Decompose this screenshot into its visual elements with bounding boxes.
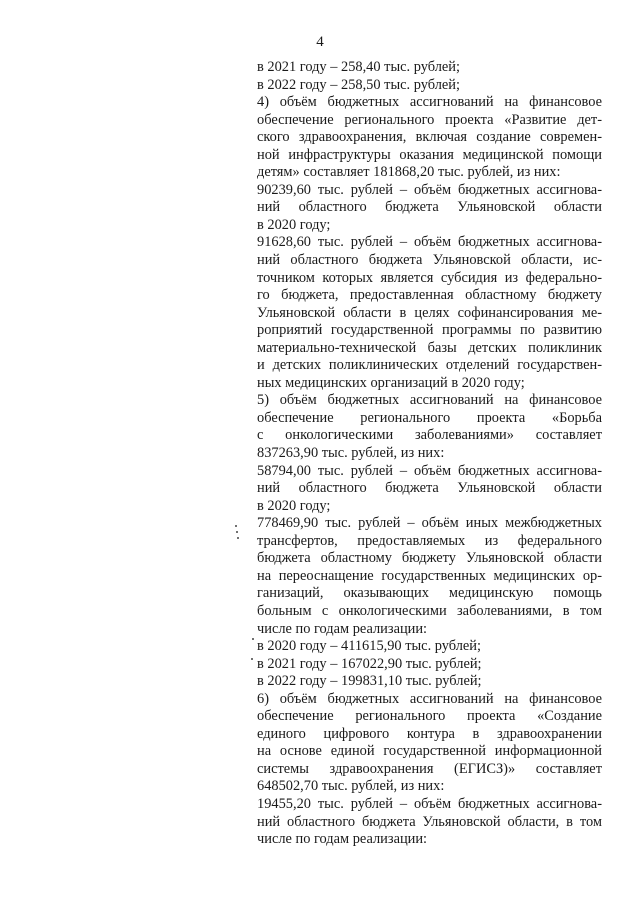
text-line: го бюджета, предоставленная областному бюджету bbox=[257, 287, 602, 304]
text-line: ского здравоохранения, включая создание современ- bbox=[257, 129, 602, 146]
text-line: ний областного бюджета Ульяновской области, ис- bbox=[257, 252, 602, 269]
text-line: 5) объём бюджетных ассигнований на финансовое bbox=[257, 392, 602, 409]
text-line: материально-технической базы детских поликлиник bbox=[257, 339, 602, 356]
text-line: системы здравоохранения (ЕГИСЗ)» составляет bbox=[257, 760, 602, 777]
text-line: ний областного бюджета Ульяновской области bbox=[257, 199, 602, 216]
text-line: на переоснащение государственных медицинских ор- bbox=[257, 567, 602, 584]
text-line: в 2020 году; bbox=[257, 216, 331, 233]
text-line: в 2021 году – 167022,90 тыс. рублей; bbox=[257, 655, 482, 672]
text-line: 91628,60 тыс. рублей – объём бюджетных ассигнова- bbox=[257, 234, 602, 251]
text-line: ганизаций, оказывающих медицинскую помощь bbox=[257, 585, 602, 602]
text-line: 837263,90 тыс. рублей, из них: bbox=[257, 445, 445, 462]
text-line: обеспечение регионального проекта «Борьба bbox=[257, 409, 602, 426]
text-line: 648502,70 тыс. рублей, из них: bbox=[257, 778, 445, 795]
text-line: больным с онкологическими заболеваниями, в том bbox=[257, 602, 602, 619]
text-line: в 2020 году; bbox=[257, 497, 331, 514]
text-line: бюджета областному бюджету Ульяновской области bbox=[257, 550, 602, 567]
document-body bbox=[257, 59, 602, 849]
text-line: единого цифрового контура в здравоохранении bbox=[257, 725, 602, 742]
text-line: 6) объём бюджетных ассигнований на финансовое bbox=[257, 690, 602, 707]
text-line: обеспечение регионального проекта «Развитие дет- bbox=[257, 111, 602, 128]
text-line: детям» составляет 181868,20 тыс. рублей, из них: bbox=[257, 164, 561, 181]
text-line: трансфертов, предоставляемых из федерального bbox=[257, 532, 602, 549]
text-line: ных медицинских организаций в 2020 году; bbox=[257, 374, 525, 391]
text-line: 778469,90 тыс. рублей – объём иных межбюджетных bbox=[257, 515, 602, 532]
text-line: и детских поликлинических отделений государствен- bbox=[257, 357, 602, 374]
text-line: обеспечение регионального проекта «Создание bbox=[257, 708, 602, 725]
text-line: в 2021 году – 258,40 тыс. рублей; bbox=[257, 59, 460, 75]
text-line: с онкологическими заболеваниями» составляет bbox=[257, 427, 602, 444]
text-line: числе по годам реализации: bbox=[257, 620, 428, 637]
text-line: в 2022 году – 199831,10 тыс. рублей; bbox=[257, 673, 482, 690]
text-line: числе по годам реализации: bbox=[257, 831, 428, 848]
text-line: ний областного бюджета Ульяновской области, в том bbox=[257, 813, 602, 830]
text-line: роприятий государственной программы по развитию bbox=[257, 322, 602, 339]
text-line: Ульяновской области в целях софинансирования ме- bbox=[257, 304, 602, 321]
text-line: ной инфраструктуры оказания медицинской помощи bbox=[257, 146, 602, 163]
text-line: на основе единой государственной информационной bbox=[257, 743, 602, 760]
text-line: 58794,00 тыс. рублей – объём бюджетных ассигнова- bbox=[257, 462, 602, 479]
text-line: в 2020 году – 411615,90 тыс. рублей; bbox=[257, 638, 482, 655]
text-line: в 2022 году – 258,50 тыс. рублей; bbox=[257, 76, 460, 93]
text-line: ний областного бюджета Ульяновской области bbox=[257, 480, 602, 497]
page-number: 4 bbox=[316, 34, 324, 50]
text-line: точником которых является субсидия из федерально- bbox=[257, 269, 602, 286]
text-line: 90239,60 тыс. рублей – объём бюджетных ассигнова- bbox=[257, 181, 602, 198]
text-line: 19455,20 тыс. рублей – объём бюджетных ассигнова- bbox=[257, 795, 602, 812]
text-line: 4) объём бюджетных ассигнований на финансовое bbox=[257, 94, 602, 111]
